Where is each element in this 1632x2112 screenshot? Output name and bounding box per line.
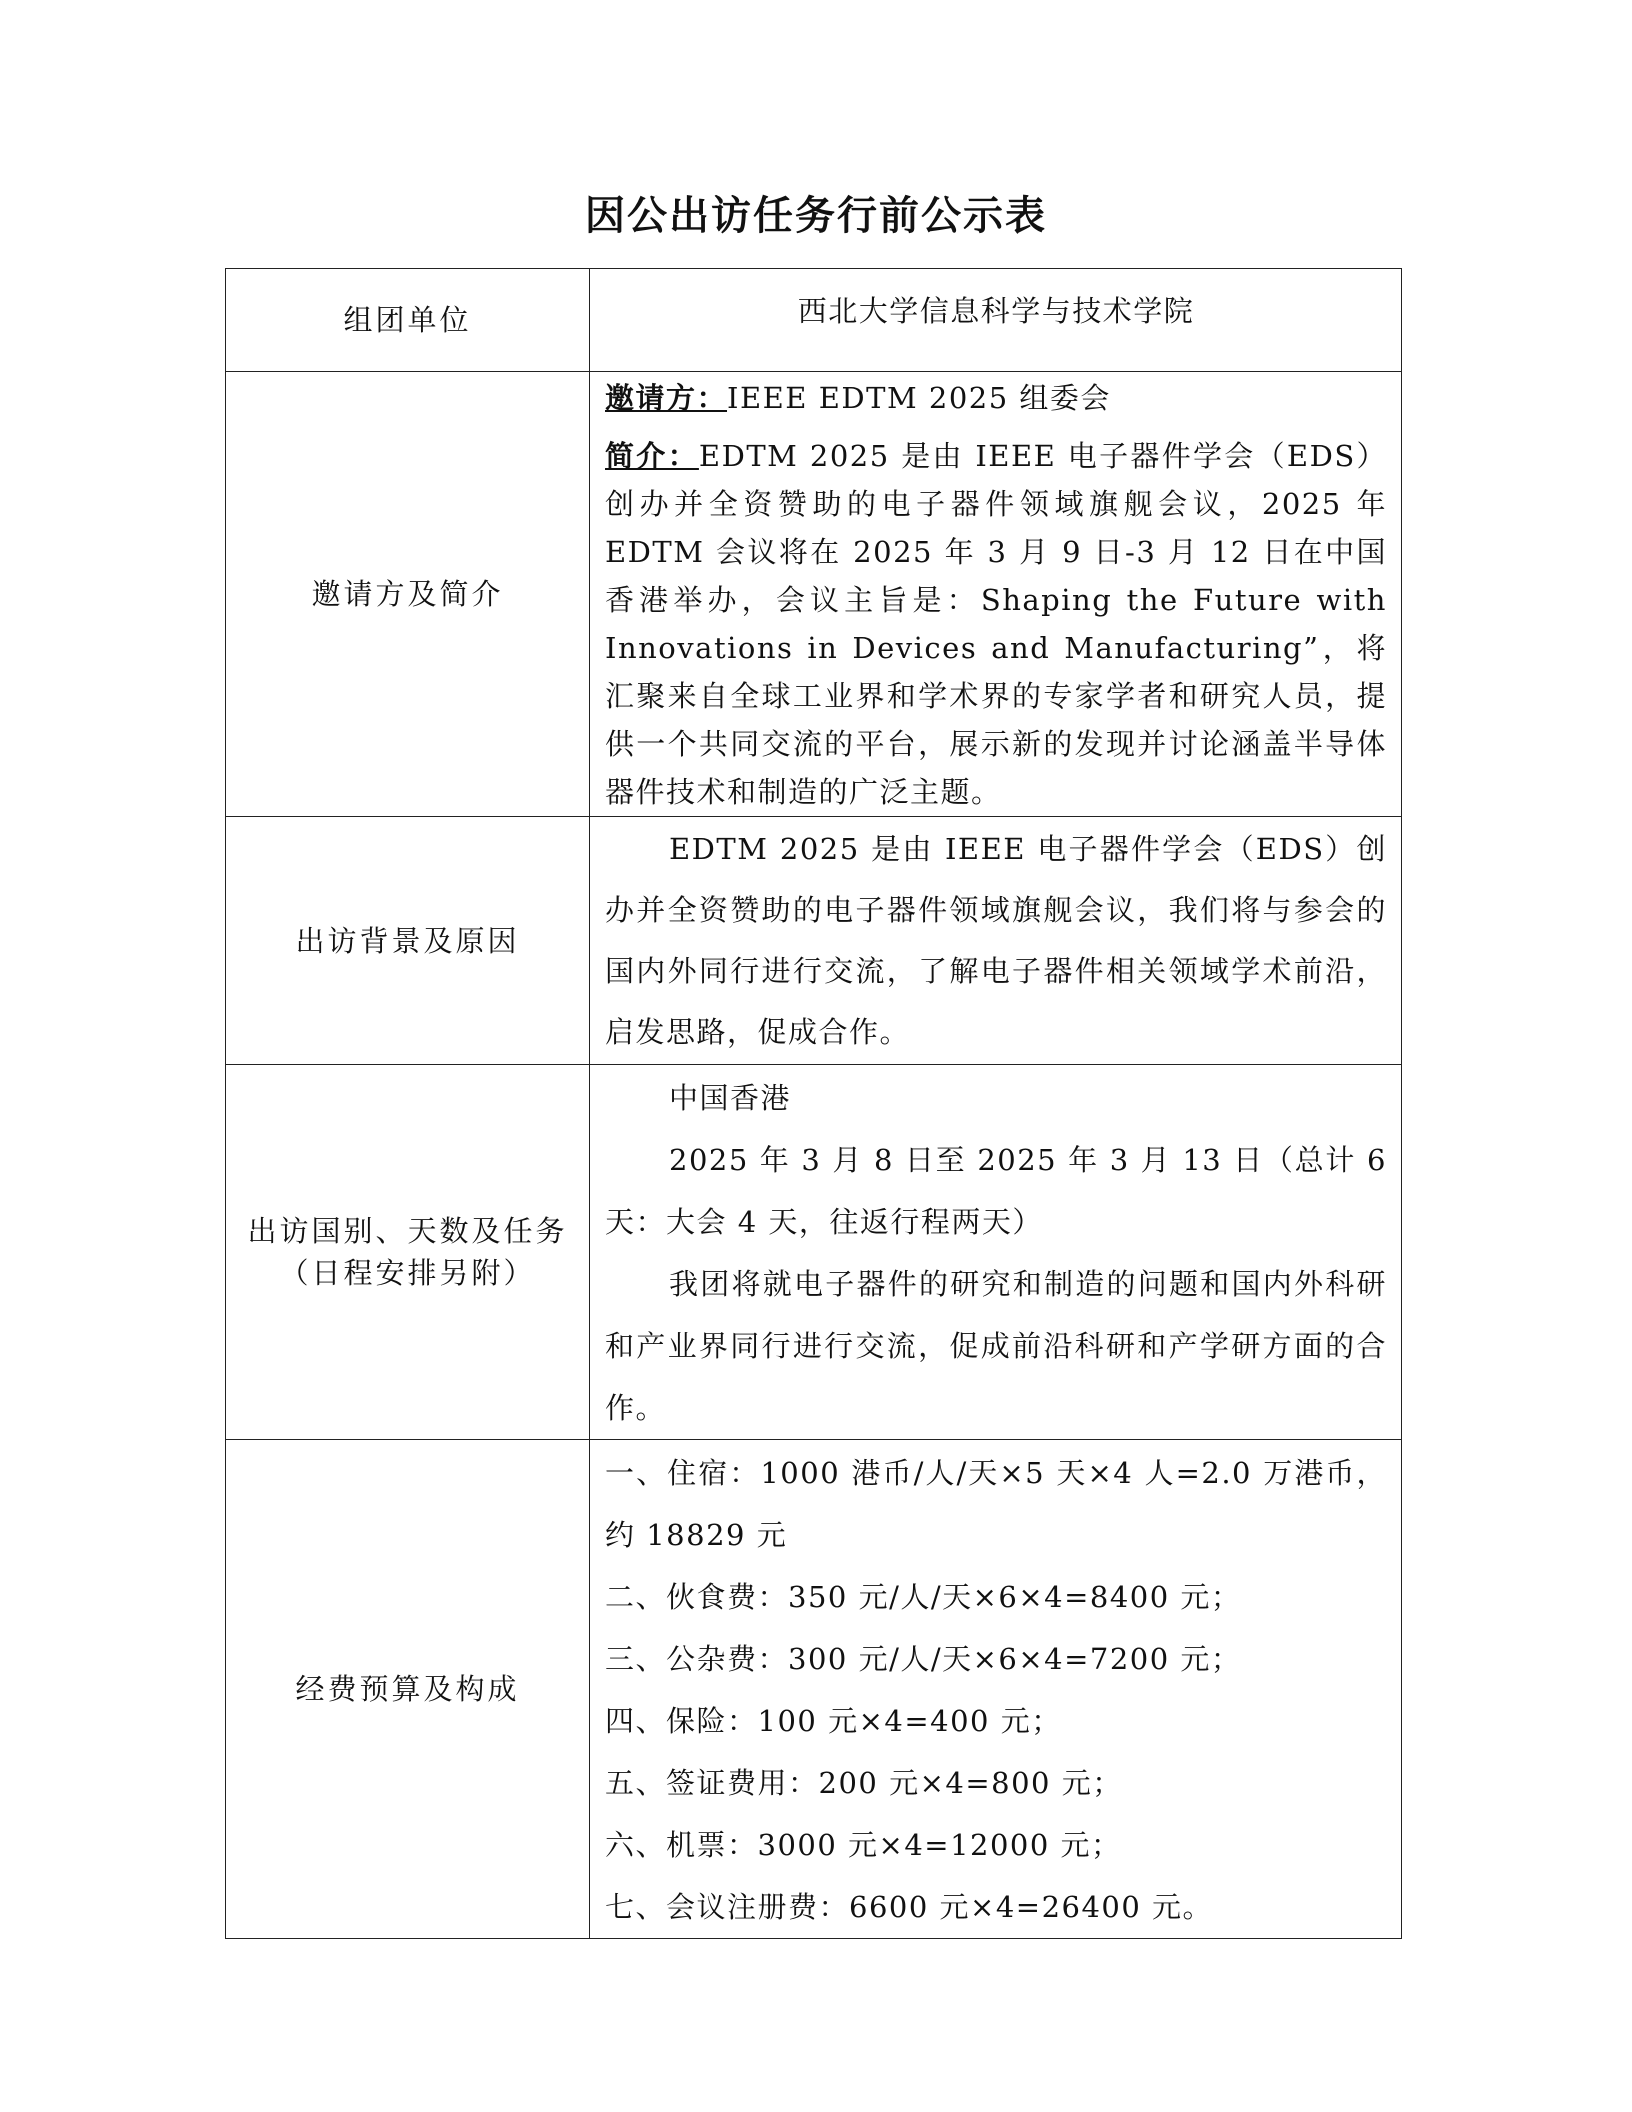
background-content bbox=[590, 817, 1402, 1065]
budget-item: 六、机票：3000 元×4=12000 元； bbox=[605, 1828, 1122, 1862]
budget-item: 四、保险：100 元×4=400 元； bbox=[605, 1704, 1062, 1738]
intro-paragraph bbox=[605, 432, 1387, 816]
background-text: EDTM 2025 是由 IEEE 电子器件学会（EDS）创办并全资赞助的电子器件领域旗舰会议，我们将与参会的国内外同行进行交流，了解电子器件相关领域学术前沿，启发思路，促成合作。 bbox=[605, 832, 1387, 1049]
destination-place: 中国香港 bbox=[669, 1081, 792, 1115]
table-row-unit bbox=[226, 269, 1402, 372]
budget-item: 五、签证费用：200 元×4=800 元； bbox=[605, 1766, 1123, 1800]
destination-label bbox=[226, 1065, 590, 1440]
unit-value: 西北大学信息科学与技术学院 bbox=[797, 294, 1195, 328]
table-row-inviter bbox=[226, 372, 1402, 817]
unit-value-cell bbox=[590, 269, 1402, 372]
budget-item: 三、公杂费：300 元/人/天×6×4=7200 元； bbox=[605, 1642, 1242, 1676]
budget-item: 一、住宿：1000 港币/人/天×5 天×4 人=2.0 万港币，约 18829 元 bbox=[605, 1456, 1387, 1552]
page-title: 因公出访任务行前公示表 bbox=[585, 192, 1047, 239]
intro-text: EDTM 2025 是由 IEEE 电子器件学会（EDS）创办并全资赞助的电子器件领域旗舰会议，2025 年 EDTM 会议将在 2025 年 3 月 9 日-3 月 12 日在中国香港举办，会议主旨是：Shaping the Future with Innovations in Devices and Manufacturing”，将汇聚来自全球工业界和学术界的专家学者和研究人员，提供一个共同交流的平台，展示新的发现并讨论涵盖半导体器件技术和制造的广泛主题。 bbox=[605, 439, 1387, 809]
inviter-line bbox=[605, 374, 1387, 422]
destination-dates: 2025 年 3 月 8 日至 2025 年 3 月 13 日（总计 6 天：大会 4 天，往返行程两天） bbox=[605, 1143, 1387, 1239]
destination-label-line2: （日程安排另附） bbox=[279, 1256, 536, 1290]
table-row-background bbox=[226, 817, 1402, 1065]
table-row-destination bbox=[226, 1065, 1402, 1440]
destination-content bbox=[590, 1065, 1402, 1440]
inviter-key: 邀请方： bbox=[605, 381, 728, 415]
table-row-budget bbox=[226, 1440, 1402, 1939]
budget-label: 经费预算及构成 bbox=[226, 1440, 590, 1939]
destination-task: 我团将就电子器件的研究和制造的问题和国内外科研和产业界同行进行交流，促成前沿科研和产学研方面的合作。 bbox=[605, 1267, 1387, 1425]
intro-key: 简介： bbox=[605, 439, 699, 473]
budget-item: 七、会议注册费：6600 元×4=26400 元。 bbox=[605, 1890, 1214, 1924]
unit-label: 组团单位 bbox=[226, 269, 590, 372]
inviter-value: IEEE EDTM 2025 组委会 bbox=[727, 381, 1111, 415]
budget-item: 二、伙食费：350 元/人/天×6×4=8400 元； bbox=[605, 1580, 1242, 1614]
inviter-content bbox=[590, 372, 1402, 817]
disclosure-table bbox=[225, 268, 1402, 1939]
budget-content bbox=[590, 1440, 1402, 1939]
background-label: 出访背景及原因 bbox=[226, 817, 590, 1065]
inviter-label: 邀请方及简介 bbox=[226, 372, 590, 817]
destination-label-line1: 出访国别、天数及任务 bbox=[247, 1214, 568, 1248]
